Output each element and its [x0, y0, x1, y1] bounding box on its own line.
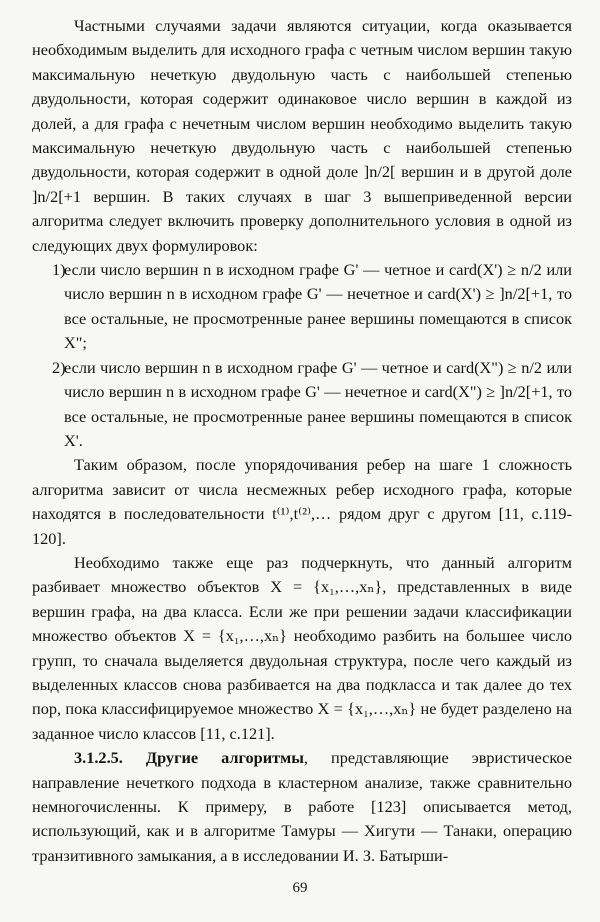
paragraph-other-algorithms [32, 746, 572, 868]
paragraph-complexity: Таким образом, после упорядочивания ребер на шаге 1 сложность алгоритма зависит от числа несмежных ребер исходного графа, которые находятся в последовательности t⁽¹⁾,t⁽²⁾,… рядом друг с другом [11, с.119-120]. [32, 455, 572, 548]
page-number: 69 [292, 880, 308, 896]
paragraph-special-cases: Частными случаями задачи являются ситуации, когда оказывается необходимым выделить для исходного графа с четным числом вершин такую максимальную нечеткую двудольную часть с наибольшей степенью двудольности, которая содержит одинаковое число вершин в каждой из долей, а для графа с нечетным числом вершин необходимо выделить такую максимальную нечеткую двудольную часть с наибольшей степенью двудольности, которая содержит в одной доле ]n/2[ вершин и в другой доле ]n/2[+1 вершин. В таких случаях в шаг 3 вышеприведенной версии алгоритма следует включить проверку дополнительного условия в одной из следующих двух формулировок: [32, 16, 572, 255]
list-item-1 [32, 258, 572, 356]
list-item-text: если число вершин n в исходном графе G' — четное и card(X') ≥ n/2 или число вершин n в исходном графе G' — нечетное и card(X') ≥ ]n/2[+1, то все остальные, не просмотренные ранее вершины помещаются в список X"; [64, 260, 572, 353]
section-heading: 3.1.2.5. Другие алгоритмы [74, 748, 304, 768]
paragraph-text: , представляющие эвристическое направление нечеткого подхода в кластерном анализе, также сравнительно немногочисленны. К примеру, в работе [123] описывается метод, использующий, как и в алгоритме Тамуры — Хигути — Танаки, операцию транзитивного замыкания, а в исследовании И. З. Батырши- [32, 748, 572, 865]
text-block [32, 14, 572, 868]
list-item-number: 2) [52, 357, 66, 377]
list-item-number: 1) [52, 260, 66, 280]
list-item-text: если число вершин n в исходном графе G' — четное и card(X") ≥ n/2 или число вершин n в исходном графе G' — нечетное и card(X") ≥ ]n/2[+1, то все остальные, не просмотренные ранее вершины помещаются в список X'. [64, 357, 572, 450]
paragraph-partition: Необходимо также еще раз подчеркнуть, что данный алгоритм разбивает множество объектов X = {x₁,…,xₙ}, представленных в виде вершин графа, на два класса. Если же при решении задачи классификации множество объектов X = {x₁,…,xₙ} необходимо разбить на большее число групп, то сначала выделяется двудольная структура, после чего каждый из выделенных классов снова разбивается на два подкласса и так далее до тех пор, пока классифицируемое множество X = {x₁,…,xₙ} не будет разделено на заданное число классов [11, с.121]. [32, 552, 572, 743]
list-item-2 [32, 356, 572, 454]
